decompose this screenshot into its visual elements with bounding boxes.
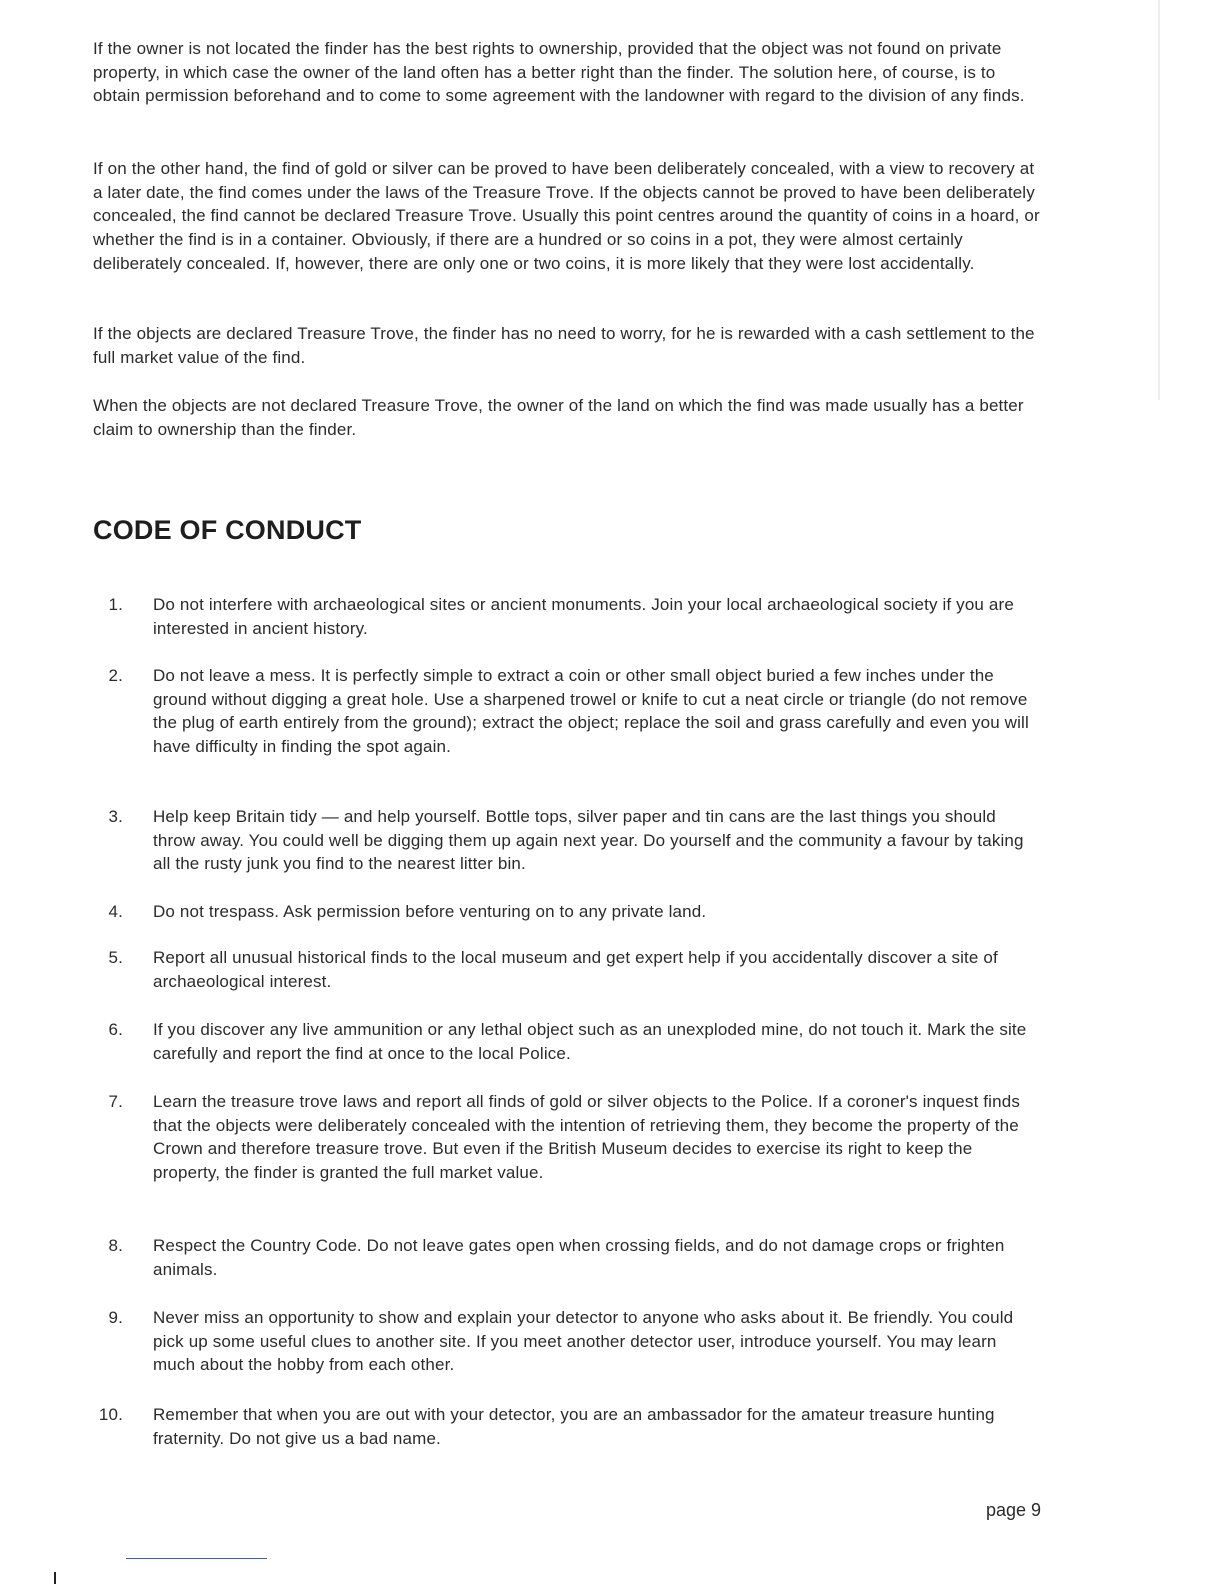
intro-paragraph-3: If the objects are declared Treasure Trove, the finder has no need to worry, for he is rewarded with a cash settlement to the full market value of the find. xyxy=(93,324,1035,367)
item-text: Report all unusual historical finds to the local museum and get expert help if you accidentally discover a site of archaeological interest. xyxy=(153,948,998,991)
scan-underline-mark xyxy=(126,1558,267,1559)
item-number: 7. xyxy=(108,1092,123,1111)
item-text: Help keep Britain tidy — and help yourself. Bottle tops, silver paper and tin cans are the last things you should throw away. You could well be digging them up again next year. Do yourself and the community a favour by taking all the rusty junk you find to the nearest litter bin. xyxy=(153,807,1024,874)
scan-margin-mark xyxy=(54,1572,56,1584)
item-text: Do not interfere with archaeological sites or ancient monuments. Join your local archaeological society if you are interested in ancient history. xyxy=(153,595,1014,638)
page-number: page 9 xyxy=(985,1500,1041,1520)
item-number: 2. xyxy=(108,666,123,685)
item-text: Do not leave a mess. It is perfectly simple to extract a coin or other small object buried a few inches under the ground without digging a great hole. Use a sharpened trowel or knife to cut a neat circle or triangle (do not remove the plug of earth entirely from the ground); extract the object; replace the soil and grass carefully and even you will have difficulty in finding the spot again. xyxy=(153,666,1029,756)
item-number: 8. xyxy=(108,1236,123,1255)
intro-paragraph-2: If on the other hand, the find of gold or silver can be proved to have been deliberately concealed, with a view to recovery at a later date, the find comes under the laws of the Treasure Trove. If the objects cannot be proved to have been deliberately concealed, the find cannot be declared Treasure Trove. Usually this point centres around the quantity of coins in a hoard, or whether the find is in a container. Obviously, if there are a hundred or so coins in a pot, they were almost certainly deliberately concealed. If, however, there are only one or two coins, it is more likely that they were lost accidentally. xyxy=(93,159,1040,273)
item-number: 10. xyxy=(98,1405,123,1424)
item-number: 1. xyxy=(108,595,123,614)
item-number: 5. xyxy=(108,948,123,967)
item-text: Respect the Country Code. Do not leave gates open when crossing fields, and do not damage crops or frighten animals. xyxy=(153,1236,1005,1279)
item-text: If you discover any live ammunition or any lethal object such as an unexploded mine, do not touch it. Mark the site carefully and report the find at once to the local Police. xyxy=(153,1020,1027,1063)
item-text: Remember that when you are out with your detector, you are an ambassador for the amateur treasure hunting fraternity. Do not give us a bad name. xyxy=(153,1405,995,1448)
item-number: 6. xyxy=(108,1020,123,1039)
item-text: Do not trespass. Ask permission before venturing on to any private land. xyxy=(153,902,707,921)
item-number: 3. xyxy=(108,807,123,826)
scan-edge-shadow xyxy=(1158,0,1160,400)
section-heading: CODE OF CONDUCT xyxy=(93,515,362,545)
item-number: 9. xyxy=(108,1308,123,1327)
item-number: 4. xyxy=(108,902,123,921)
intro-paragraph-4: When the objects are not declared Treasure Trove, the owner of the land on which the find was made usually has a better claim to ownership than the finder. xyxy=(93,396,1024,439)
item-text: Learn the treasure trove laws and report all finds of gold or silver objects to the Police. If a coroner's inquest finds that the objects were deliberately concealed with the intention of retrieving them, they become the property of the Crown and therefore treasure trove. But even if the British Museum decides to exercise its right to keep the property, the finder is granted the full market value. xyxy=(153,1092,1020,1182)
intro-paragraph-1: If the owner is not located the finder has the best rights to ownership, provided that the object was not found on private property, in which case the owner of the land often has a better right than the finder. The solution here, of course, is to obtain permission beforehand and to come to some agreement with the landowner with regard to the division of any finds. xyxy=(93,39,1025,106)
item-text: Never miss an opportunity to show and explain your detector to anyone who asks about it. Be friendly. You could pick up some useful clues to another site. If you meet another detector user, introduce yourself. You may learn much about the hobby from each other. xyxy=(153,1308,1014,1375)
